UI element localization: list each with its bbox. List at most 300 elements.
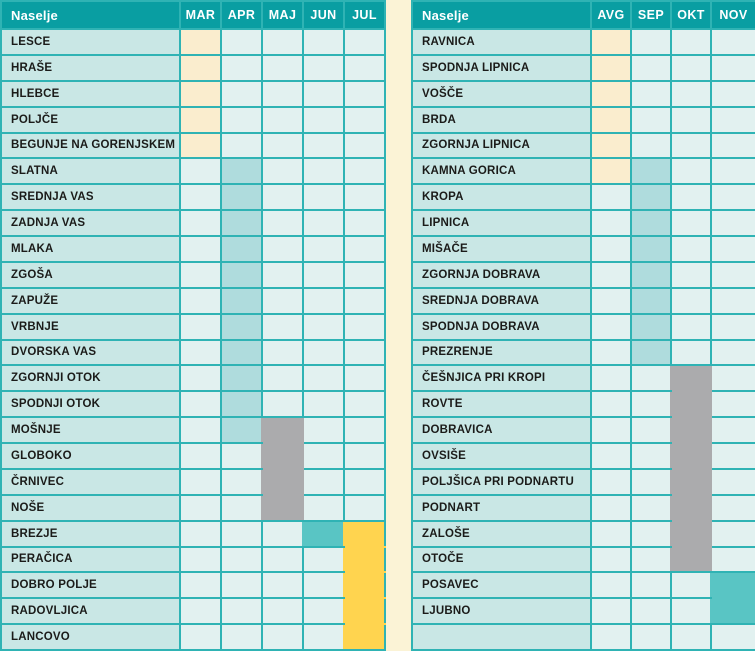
month-cell [221, 469, 262, 495]
settlement-name-cell: ZGOŠA [1, 262, 180, 288]
month-cell [671, 365, 711, 391]
month-cell [180, 340, 221, 366]
month-cell [671, 210, 711, 236]
month-cell [262, 29, 303, 55]
month-cell [180, 210, 221, 236]
settlement-name-cell: ZALOŠE [412, 521, 591, 547]
column-header-month: MAJ [262, 1, 303, 29]
settlement-name-cell: ROVTE [412, 391, 591, 417]
month-cell [591, 340, 631, 366]
month-cell [180, 55, 221, 81]
month-cell [262, 236, 303, 262]
month-cell [262, 391, 303, 417]
month-cell [344, 81, 385, 107]
column-header-month: JUN [303, 1, 344, 29]
settlement-name-cell: NOŠE [1, 495, 180, 521]
month-cell [671, 495, 711, 521]
month-cell [303, 469, 344, 495]
settlement-name-cell: DOBRAVICA [412, 417, 591, 443]
table-row [1, 391, 385, 417]
settlement-name-cell: ČRNIVEC [1, 469, 180, 495]
month-cell [711, 469, 755, 495]
month-cell [262, 288, 303, 314]
month-cell [303, 598, 344, 624]
settlement-name-cell: OTOČE [412, 547, 591, 573]
settlement-name-cell: KAMNA GORICA [412, 158, 591, 184]
table-row [1, 158, 385, 184]
month-cell [711, 288, 755, 314]
month-cell [303, 29, 344, 55]
month-cell [631, 391, 671, 417]
month-cell [631, 133, 671, 159]
month-cell [303, 572, 344, 598]
month-cell [303, 340, 344, 366]
month-cell [671, 314, 711, 340]
month-cell [221, 107, 262, 133]
month-cell [591, 495, 631, 521]
table-row [412, 314, 755, 340]
month-cell [631, 495, 671, 521]
month-cell [344, 469, 385, 495]
month-cell [262, 624, 303, 650]
month-cell [221, 417, 262, 443]
month-cell [671, 624, 711, 650]
table-row [412, 107, 755, 133]
month-cell [671, 55, 711, 81]
settlement-name-cell: VRBNJE [1, 314, 180, 340]
month-cell [711, 133, 755, 159]
table-row [1, 340, 385, 366]
month-cell [221, 81, 262, 107]
month-cell [344, 417, 385, 443]
table-body [1, 29, 385, 650]
month-cell [303, 365, 344, 391]
month-cell [591, 55, 631, 81]
month-cell [262, 262, 303, 288]
table-row [412, 521, 755, 547]
month-cell [591, 469, 631, 495]
table-header [1, 1, 385, 29]
month-cell [303, 107, 344, 133]
month-cell [631, 107, 671, 133]
month-cell [591, 314, 631, 340]
month-cell [591, 107, 631, 133]
month-cell [180, 81, 221, 107]
table-row [412, 572, 755, 598]
month-cell [180, 443, 221, 469]
month-cell [711, 314, 755, 340]
month-cell [180, 572, 221, 598]
month-cell [671, 598, 711, 624]
month-cell [262, 547, 303, 573]
table-row [412, 184, 755, 210]
month-cell [591, 572, 631, 598]
table-row [412, 391, 755, 417]
month-cell [303, 81, 344, 107]
month-cell [671, 158, 711, 184]
month-cell [631, 340, 671, 366]
settlement-name-cell: ČEŠNJICA PRI KROPI [412, 365, 591, 391]
month-cell [180, 469, 221, 495]
settlement-name-cell: BRDA [412, 107, 591, 133]
month-cell [221, 288, 262, 314]
month-cell [221, 598, 262, 624]
month-cell [711, 417, 755, 443]
table-row [1, 547, 385, 573]
month-cell [303, 521, 344, 547]
settlement-name-cell: GLOBOKO [1, 443, 180, 469]
table-row [412, 158, 755, 184]
month-cell [591, 210, 631, 236]
table-row [1, 314, 385, 340]
month-cell [591, 81, 631, 107]
month-cell [303, 391, 344, 417]
month-cell [180, 314, 221, 340]
month-cell [711, 547, 755, 573]
table-row [412, 624, 755, 650]
month-cell [180, 365, 221, 391]
month-cell [262, 107, 303, 133]
month-cell [344, 158, 385, 184]
table-row [1, 55, 385, 81]
table-row [412, 262, 755, 288]
month-cell [221, 262, 262, 288]
month-cell [631, 158, 671, 184]
table-row [1, 417, 385, 443]
month-cell [671, 133, 711, 159]
settlement-name-cell: POSAVEC [412, 572, 591, 598]
month-cell [711, 262, 755, 288]
settlement-name-cell: SPODNJI OTOK [1, 391, 180, 417]
month-cell [303, 288, 344, 314]
month-cell [262, 495, 303, 521]
month-cell [591, 365, 631, 391]
settlement-name-cell: ZAPUŽE [1, 288, 180, 314]
settlement-name-cell: ZGORNJI OTOK [1, 365, 180, 391]
month-cell [631, 469, 671, 495]
column-header-month: SEP [631, 1, 671, 29]
table-row [1, 236, 385, 262]
month-cell [180, 547, 221, 573]
month-cell [344, 107, 385, 133]
month-cell [671, 81, 711, 107]
table-row [1, 184, 385, 210]
month-cell [631, 443, 671, 469]
month-cell [180, 262, 221, 288]
month-cell [591, 288, 631, 314]
settlement-name-cell [412, 624, 591, 650]
month-cell [344, 495, 385, 521]
month-cell [711, 598, 755, 624]
column-header-month: APR [221, 1, 262, 29]
month-cell [303, 210, 344, 236]
month-cell [671, 236, 711, 262]
settlement-name-cell: DVORSKA VAS [1, 340, 180, 366]
month-cell [221, 547, 262, 573]
settlement-name-cell: VOŠČE [412, 81, 591, 107]
month-cell [180, 521, 221, 547]
month-cell [711, 572, 755, 598]
settlement-name-cell: ZADNJA VAS [1, 210, 180, 236]
table-row [412, 443, 755, 469]
month-cell [671, 469, 711, 495]
table-row [1, 572, 385, 598]
month-cell [591, 391, 631, 417]
month-cell [344, 443, 385, 469]
table-row [412, 417, 755, 443]
month-cell [221, 365, 262, 391]
month-cell [221, 29, 262, 55]
column-header-month: MAR [180, 1, 221, 29]
month-cell [303, 236, 344, 262]
month-cell [711, 236, 755, 262]
settlement-name-cell: POLJČE [1, 107, 180, 133]
month-cell [711, 365, 755, 391]
settlement-name-cell: SLATNA [1, 158, 180, 184]
table-row [1, 598, 385, 624]
settlement-name-cell: LIPNICA [412, 210, 591, 236]
settlement-name-cell: SPODNJA DOBRAVA [412, 314, 591, 340]
table-row [412, 469, 755, 495]
table-row [1, 262, 385, 288]
month-cell [671, 417, 711, 443]
month-cell [180, 598, 221, 624]
settlement-name-cell: RAVNICA [412, 29, 591, 55]
month-cell [303, 624, 344, 650]
month-cell [303, 184, 344, 210]
month-cell [303, 547, 344, 573]
month-cell [671, 391, 711, 417]
month-cell [671, 184, 711, 210]
column-header-naselje: Naselje [1, 1, 180, 29]
month-cell [262, 184, 303, 210]
month-cell [671, 288, 711, 314]
month-cell [631, 236, 671, 262]
settlement-name-cell: SREDNJA VAS [1, 184, 180, 210]
month-cell [711, 107, 755, 133]
table-row [412, 365, 755, 391]
settlements-table-right [411, 0, 755, 651]
month-cell [221, 133, 262, 159]
table-row [412, 340, 755, 366]
month-cell [344, 598, 385, 624]
column-header-month: OKT [671, 1, 711, 29]
month-cell [221, 391, 262, 417]
table-row [412, 81, 755, 107]
column-header-month: NOV [711, 1, 755, 29]
table-row [412, 29, 755, 55]
month-cell [221, 55, 262, 81]
table-row [1, 469, 385, 495]
month-cell [262, 365, 303, 391]
settlement-name-cell: BREZJE [1, 521, 180, 547]
month-cell [711, 81, 755, 107]
column-header-naselje: Naselje [412, 1, 591, 29]
month-cell [631, 547, 671, 573]
month-cell [221, 184, 262, 210]
table-row [1, 521, 385, 547]
settlement-name-cell: ZGORNJA DOBRAVA [412, 262, 591, 288]
month-cell [180, 495, 221, 521]
month-cell [631, 572, 671, 598]
month-cell [711, 391, 755, 417]
settlement-name-cell: LESCE [1, 29, 180, 55]
month-cell [671, 443, 711, 469]
month-cell [711, 521, 755, 547]
settlement-name-cell: LANCOVO [1, 624, 180, 650]
table-row [412, 288, 755, 314]
month-cell [344, 572, 385, 598]
month-cell [344, 547, 385, 573]
month-cell [631, 417, 671, 443]
month-cell [631, 288, 671, 314]
settlement-name-cell: PERAČICA [1, 547, 180, 573]
month-cell [344, 391, 385, 417]
month-cell [262, 158, 303, 184]
month-cell [631, 598, 671, 624]
month-cell [591, 598, 631, 624]
month-cell [180, 184, 221, 210]
month-cell [631, 55, 671, 81]
month-cell [631, 29, 671, 55]
settlement-name-cell: HRAŠE [1, 55, 180, 81]
month-cell [180, 158, 221, 184]
month-cell [180, 391, 221, 417]
settlement-name-cell: SREDNJA DOBRAVA [412, 288, 591, 314]
table-row [412, 236, 755, 262]
month-cell [262, 572, 303, 598]
month-cell [591, 624, 631, 650]
month-cell [221, 572, 262, 598]
month-cell [344, 210, 385, 236]
month-cell [631, 624, 671, 650]
table-row [412, 598, 755, 624]
table-row [1, 107, 385, 133]
settlement-name-cell: HLEBCE [1, 81, 180, 107]
month-cell [221, 495, 262, 521]
month-cell [344, 184, 385, 210]
month-cell [671, 262, 711, 288]
month-cell [711, 340, 755, 366]
month-cell [591, 262, 631, 288]
settlement-name-cell: POLJŠICA PRI PODNARTU [412, 469, 591, 495]
table-row [412, 495, 755, 521]
month-cell [711, 158, 755, 184]
table-row [1, 624, 385, 650]
month-cell [591, 236, 631, 262]
month-cell [344, 133, 385, 159]
settlement-name-cell: DOBRO POLJE [1, 572, 180, 598]
month-cell [262, 340, 303, 366]
month-cell [711, 624, 755, 650]
month-cell [262, 133, 303, 159]
month-cell [631, 521, 671, 547]
month-cell [631, 210, 671, 236]
month-cell [180, 236, 221, 262]
settlement-name-cell: ZGORNJA LIPNICA [412, 133, 591, 159]
month-cell [303, 262, 344, 288]
month-cell [303, 495, 344, 521]
month-cell [344, 29, 385, 55]
month-cell [591, 547, 631, 573]
month-cell [344, 521, 385, 547]
table-body [412, 29, 755, 650]
month-cell [221, 443, 262, 469]
month-cell [221, 314, 262, 340]
month-cell [262, 210, 303, 236]
table-row [1, 29, 385, 55]
month-cell [303, 417, 344, 443]
month-cell [591, 521, 631, 547]
month-cell [221, 158, 262, 184]
month-cell [711, 495, 755, 521]
column-header-month: JUL [344, 1, 385, 29]
settlement-name-cell: LJUBNO [412, 598, 591, 624]
settlement-name-cell: PODNART [412, 495, 591, 521]
month-cell [221, 624, 262, 650]
table-row [412, 547, 755, 573]
table-row [1, 495, 385, 521]
month-cell [180, 417, 221, 443]
settlement-name-cell: SPODNJA LIPNICA [412, 55, 591, 81]
month-cell [262, 314, 303, 340]
settlement-name-cell: PREZRENJE [412, 340, 591, 366]
month-cell [671, 107, 711, 133]
month-cell [591, 133, 631, 159]
settlement-name-cell: RADOVLJICA [1, 598, 180, 624]
month-cell [221, 340, 262, 366]
month-cell [221, 521, 262, 547]
month-cell [221, 236, 262, 262]
month-cell [344, 365, 385, 391]
settlement-name-cell: MOŠNJE [1, 417, 180, 443]
month-cell [631, 81, 671, 107]
table-row [412, 55, 755, 81]
month-cell [671, 572, 711, 598]
month-cell [180, 29, 221, 55]
month-cell [262, 521, 303, 547]
month-cell [344, 314, 385, 340]
table-row [1, 210, 385, 236]
settlement-name-cell: MLAKA [1, 236, 180, 262]
month-cell [344, 340, 385, 366]
month-cell [180, 624, 221, 650]
month-cell [344, 55, 385, 81]
settlement-name-cell: OVSIŠE [412, 443, 591, 469]
table-header [412, 1, 755, 29]
month-cell [631, 184, 671, 210]
month-cell [631, 365, 671, 391]
month-cell [262, 443, 303, 469]
month-cell [671, 29, 711, 55]
month-cell [631, 262, 671, 288]
month-cell [631, 314, 671, 340]
month-cell [671, 340, 711, 366]
table-row [1, 133, 385, 159]
column-header-month: AVG [591, 1, 631, 29]
table-row [1, 443, 385, 469]
month-cell [344, 624, 385, 650]
settlement-name-cell: BEGUNJE NA GORENJSKEM [1, 133, 180, 159]
month-cell [591, 158, 631, 184]
month-cell [344, 288, 385, 314]
month-cell [180, 107, 221, 133]
month-cell [180, 133, 221, 159]
month-cell [262, 55, 303, 81]
month-cell [262, 469, 303, 495]
month-cell [711, 55, 755, 81]
settlement-name-cell: KROPA [412, 184, 591, 210]
